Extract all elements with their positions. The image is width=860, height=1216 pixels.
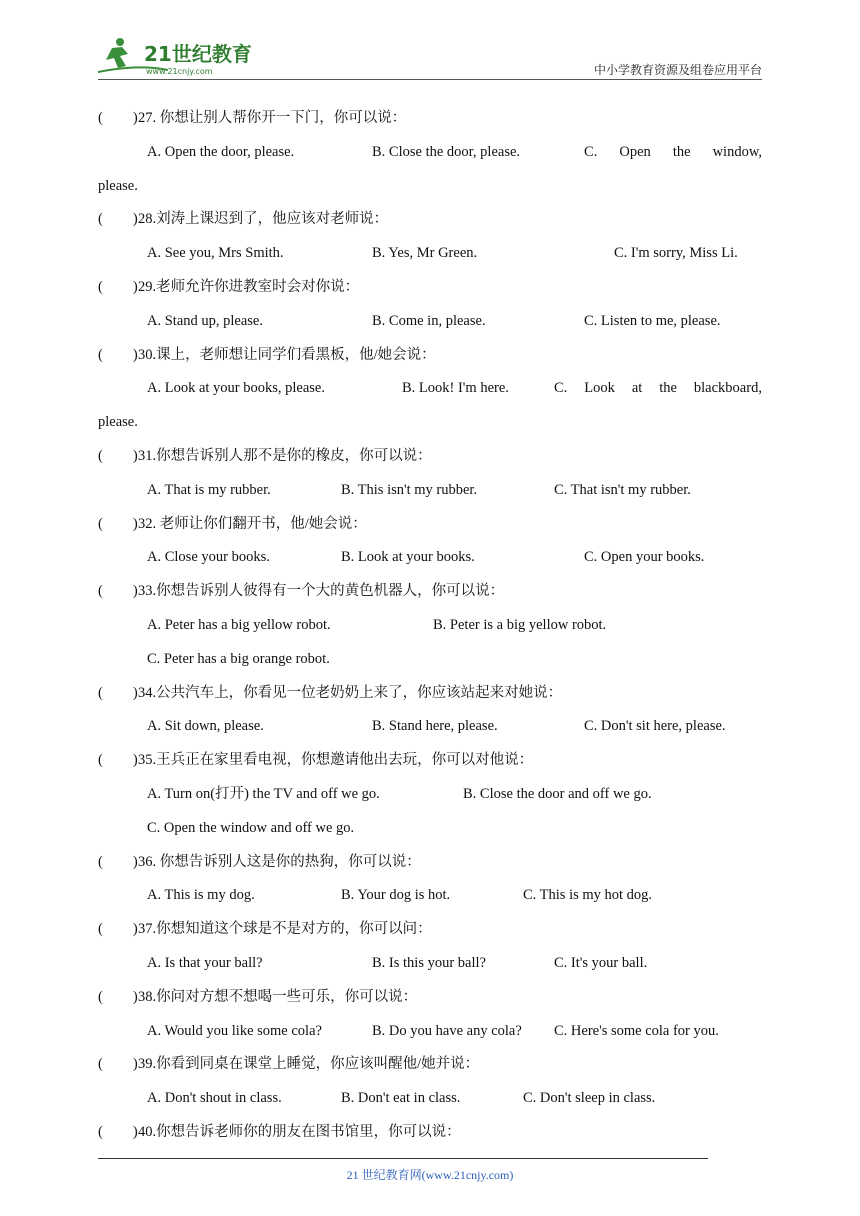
question-stem: 33.你想告诉别人彼得有一个大的黄色机器人，你可以说：: [138, 583, 505, 600]
logo-text: 21世纪教育: [144, 42, 252, 66]
options-37: [98, 947, 762, 981]
option-c: C. I'm sorry, Miss Li.: [614, 245, 738, 262]
footer-rule: [98, 1158, 708, 1159]
question-stem: 30.课上，老师想让同学们看黑板，他/她会说：: [138, 346, 436, 363]
header-rule: [98, 79, 762, 80]
question-39: ( ) 39.你看到同桌在课堂上睡觉，你应该叫醒他/她并说：: [98, 1048, 762, 1082]
option-a: A. Peter has a big yellow robot.: [147, 616, 331, 633]
options-39: [98, 1082, 762, 1116]
option-a: A. Close your books.: [147, 549, 270, 566]
option-a: A. See you, Mrs Smith.: [147, 245, 284, 262]
options-29: [98, 305, 762, 339]
options-35: [98, 778, 762, 812]
option-c: C. Look at the blackboard,: [554, 380, 762, 397]
option-b: B. Close the door and off we go.: [463, 785, 652, 802]
option-c: C. Open the window and off we go.: [147, 819, 355, 836]
option-c: C. Don't sleep in class.: [523, 1090, 656, 1107]
option-b: B. Don't eat in class.: [341, 1090, 461, 1107]
question-36: ( ) 36. 你想告诉别人这是你的热狗，你可以说：: [98, 846, 762, 880]
option-b: B. Look! I'm here.: [402, 380, 509, 397]
option-b: B. Peter is a big yellow robot.: [433, 616, 607, 633]
option-b: B. Yes, Mr Green.: [372, 245, 478, 262]
question-30: ( ) 30.课上，老师想让同学们看黑板，他/她会说：: [98, 339, 762, 373]
option-b: B. Is this your ball?: [372, 954, 486, 971]
options-34: [98, 710, 762, 744]
question-38: ( ) 38.你问对方想不想喝一些可乐，你可以说：: [98, 981, 762, 1015]
options-28: [98, 237, 762, 271]
options-27: [98, 136, 762, 170]
option-b: B. This isn't my rubber.: [341, 481, 478, 498]
options-36: [98, 879, 762, 913]
footer-link[interactable]: 21 世纪教育网(www.21cnjy.com): [346, 1168, 514, 1182]
options-32: [98, 541, 762, 575]
options-33-line2: [98, 643, 762, 677]
option-c: C. That isn't my rubber.: [554, 481, 691, 498]
question-stem: 27. 你想让别人帮你开一下门，你可以说：: [138, 110, 407, 126]
option-b: B. Close the door, please.: [372, 143, 521, 160]
question-34: ( ) 34.公共汽车上，你看见一位老奶奶上来了，你应该站起来对她说：: [98, 677, 762, 711]
option-a: A. Don't shout in class.: [147, 1090, 282, 1107]
question-31: ( ) 31.你想告诉别人那不是你的橡皮，你可以说：: [98, 440, 762, 474]
question-stem: 31.你想告诉别人那不是你的橡皮，你可以说：: [138, 447, 432, 464]
question-stem: 39.你看到同桌在课堂上睡觉，你应该叫醒他/她并说：: [138, 1056, 480, 1073]
question-stem: 40.你想告诉老师你的朋友在图书馆里，你可以说：: [138, 1123, 461, 1140]
question-stem: 29.老师允许你进教室时会对你说：: [138, 278, 360, 295]
question-stem: 36. 你想告诉别人这是你的热狗，你可以说：: [138, 853, 421, 870]
options-33: [98, 609, 762, 643]
option-c: C. Here's some cola for you.: [554, 1022, 719, 1039]
option-b: B. Do you have any cola?: [372, 1022, 522, 1039]
option-a: A. Turn on(打开) the TV and off we go.: [147, 785, 380, 802]
question-37: ( ) 37.你想知道这个球是不是对方的，你可以问：: [98, 913, 762, 947]
question-32: ( ) 32. 老师让你们翻开书，他/她会说：: [98, 508, 762, 542]
option-b: B. Come in, please.: [372, 312, 486, 329]
question-stem: 35.王兵正在家里看电视，你想邀请他出去玩，你可以对他说：: [138, 752, 534, 769]
option-a: A. This is my dog.: [147, 887, 255, 904]
question-stem: 28.刘涛上课迟到了，他应该对老师说：: [138, 211, 389, 228]
question-27: ( ) 27. 你想让别人帮你开一下门，你可以说：: [98, 102, 762, 136]
question-stem: 32. 老师让你们翻开书，他/她会说：: [138, 515, 367, 532]
option-c: C. This is my hot dog.: [523, 887, 653, 904]
option-a: A. Stand up, please.: [147, 312, 263, 329]
question-40: ( ) 40.你想告诉老师你的朋友在图书馆里，你可以说：: [98, 1116, 762, 1150]
option-c: C. Peter has a big orange robot.: [147, 650, 330, 667]
options-31: [98, 474, 762, 508]
option-b: B. Stand here, please.: [372, 718, 498, 735]
option-a: A. Would you like some cola?: [147, 1022, 322, 1039]
logo: [98, 34, 258, 78]
options-35-line2: [98, 812, 762, 846]
question-stem: 38.你问对方想不想喝一些可乐，你可以说：: [138, 988, 418, 1005]
option-b: B. Your dog is hot.: [341, 887, 451, 904]
question-list: [98, 102, 762, 1150]
logo-url: www.21cnjy.com: [146, 67, 213, 76]
question-35: ( ) 35.王兵正在家里看电视，你想邀请他出去玩，你可以对他说：: [98, 744, 762, 778]
question-28: ( ) 28.刘涛上课迟到了，他应该对老师说：: [98, 203, 762, 237]
page-header: [98, 34, 762, 80]
question-stem: 34.公共汽车上，你看见一位老奶奶上来了，你应该站起来对她说：: [138, 684, 563, 701]
option-c: C. Don't sit here, please.: [584, 718, 726, 735]
platform-title: 中小学教育资源及组卷应用平台: [593, 63, 762, 77]
option-a: A. Look at your books, please.: [147, 380, 325, 397]
option-c: C. Open your books.: [584, 549, 705, 566]
question-29: ( ) 29.老师允许你进教室时会对你说：: [98, 271, 762, 305]
option-a: A. Is that your ball?: [147, 954, 263, 971]
option-c: C. Open the window,: [584, 143, 762, 160]
option-c: C. It's your ball.: [554, 954, 648, 971]
option-a: A. Open the door, please.: [147, 143, 295, 160]
options-30: [98, 372, 762, 406]
question-stem: 37.你想知道这个球是不是对方的，你可以问：: [138, 921, 432, 938]
option-a: A. Sit down, please.: [147, 718, 264, 735]
option-b: B. Look at your books.: [341, 549, 475, 566]
options-38: [98, 1015, 762, 1049]
question-33: ( ) 33.你想告诉别人彼得有一个大的黄色机器人，你可以说：: [98, 575, 762, 609]
option-c-continued: please.: [98, 414, 138, 431]
option-c-continued: please.: [98, 177, 138, 194]
option-a: A. That is my rubber.: [147, 481, 271, 498]
option-c: C. Listen to me, please.: [584, 312, 721, 329]
